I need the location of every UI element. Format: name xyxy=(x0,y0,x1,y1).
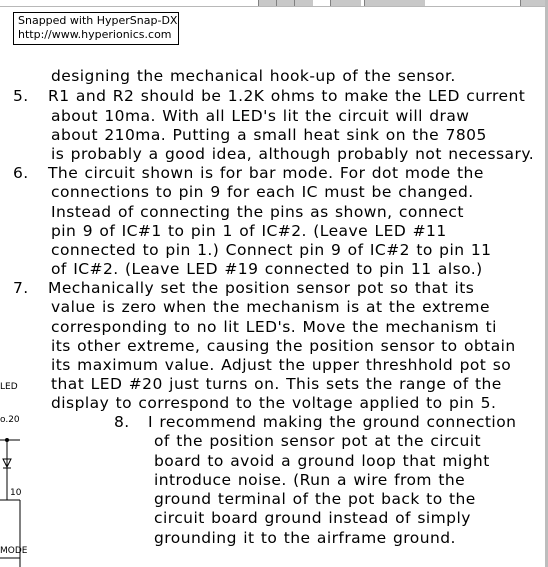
intro-line: designing the mechanical hook-up of the sensor. xyxy=(51,67,456,85)
item-6-line-4: pin 9 of IC#1 to pin 1 of IC#2. (Leave LED #11 xyxy=(51,222,447,240)
schematic-pin-label: 10 xyxy=(10,488,22,498)
schematic-led-number: o.20 xyxy=(0,415,20,425)
item-5-line-3: about 210ma. Putting a small heat sink on the 7805 xyxy=(51,126,487,144)
item-7-line-7: display to correspond to the voltage applied to pin 5. xyxy=(51,394,497,412)
schematic-wiring xyxy=(0,380,40,567)
item-5-line-1: R1 and R2 should be 1.2K ohms to make the LED current xyxy=(48,87,526,105)
schematic-fragment xyxy=(0,380,40,567)
item-6-line-1: The circuit shown is for bar mode. For dot mode the xyxy=(48,164,484,182)
item-8-line-7: grounding it to the airframe ground. xyxy=(154,529,456,547)
item-5-line-2: about 10ma. With all LED's lit the circuit will draw xyxy=(51,107,470,125)
item-5-line-4: is probably a good idea, although probably not necessary. xyxy=(51,145,535,163)
item-7-line-3: corresponding to no lit LED's. Move the mechanism ti xyxy=(51,318,497,336)
item-6-line-5: connected to pin 1.) Connect pin 9 of IC#2 to pin 11 xyxy=(51,241,492,259)
item-number-8: 8. xyxy=(114,413,130,431)
item-7-line-2: value is zero when the mechanism is at the extreme xyxy=(51,298,490,316)
item-number-6: 6. xyxy=(13,164,29,182)
watermark-line-1: Snapped with HyperSnap-DX xyxy=(18,14,178,27)
item-number-5: 5. xyxy=(13,87,29,105)
schematic-led-label: LED xyxy=(0,382,18,392)
item-number-7: 7. xyxy=(13,279,29,297)
schematic-mode-label: MODE xyxy=(0,546,28,556)
item-8-line-3: board to avoid a ground loop that might xyxy=(154,452,490,470)
hypersnap-watermark xyxy=(13,12,179,45)
watermark-line-2: http://www.hyperionics.com xyxy=(18,28,172,41)
item-8-line-5: ground terminal of the pot back to the xyxy=(154,490,476,508)
item-8-line-6: circuit board ground instead of simply xyxy=(154,509,471,527)
item-6-line-6: of IC#2. (Leave LED #19 connected to pin 11 also.) xyxy=(51,260,483,278)
item-7-line-4: its other extreme, causing the position sensor to obtain xyxy=(51,337,516,355)
item-8-line-2: of the position sensor pot at the circuit xyxy=(154,432,482,450)
item-7-line-6: that LED #20 just turns on. This sets the range of the xyxy=(51,375,502,393)
item-8-line-1: I recommend making the ground connection xyxy=(148,413,517,431)
item-6-line-3: Instead of connecting the pins as shown, connect xyxy=(51,203,464,221)
item-6-line-2: connections to pin 9 for each IC must be changed. xyxy=(51,183,474,201)
item-7-line-1: Mechanically set the position sensor pot so that its xyxy=(48,279,475,297)
item-7-line-5: its maximum value. Adjust the upper threshhold pot so xyxy=(51,356,512,374)
item-8-line-4: introduce noise. (Run a wire from the xyxy=(154,471,466,489)
